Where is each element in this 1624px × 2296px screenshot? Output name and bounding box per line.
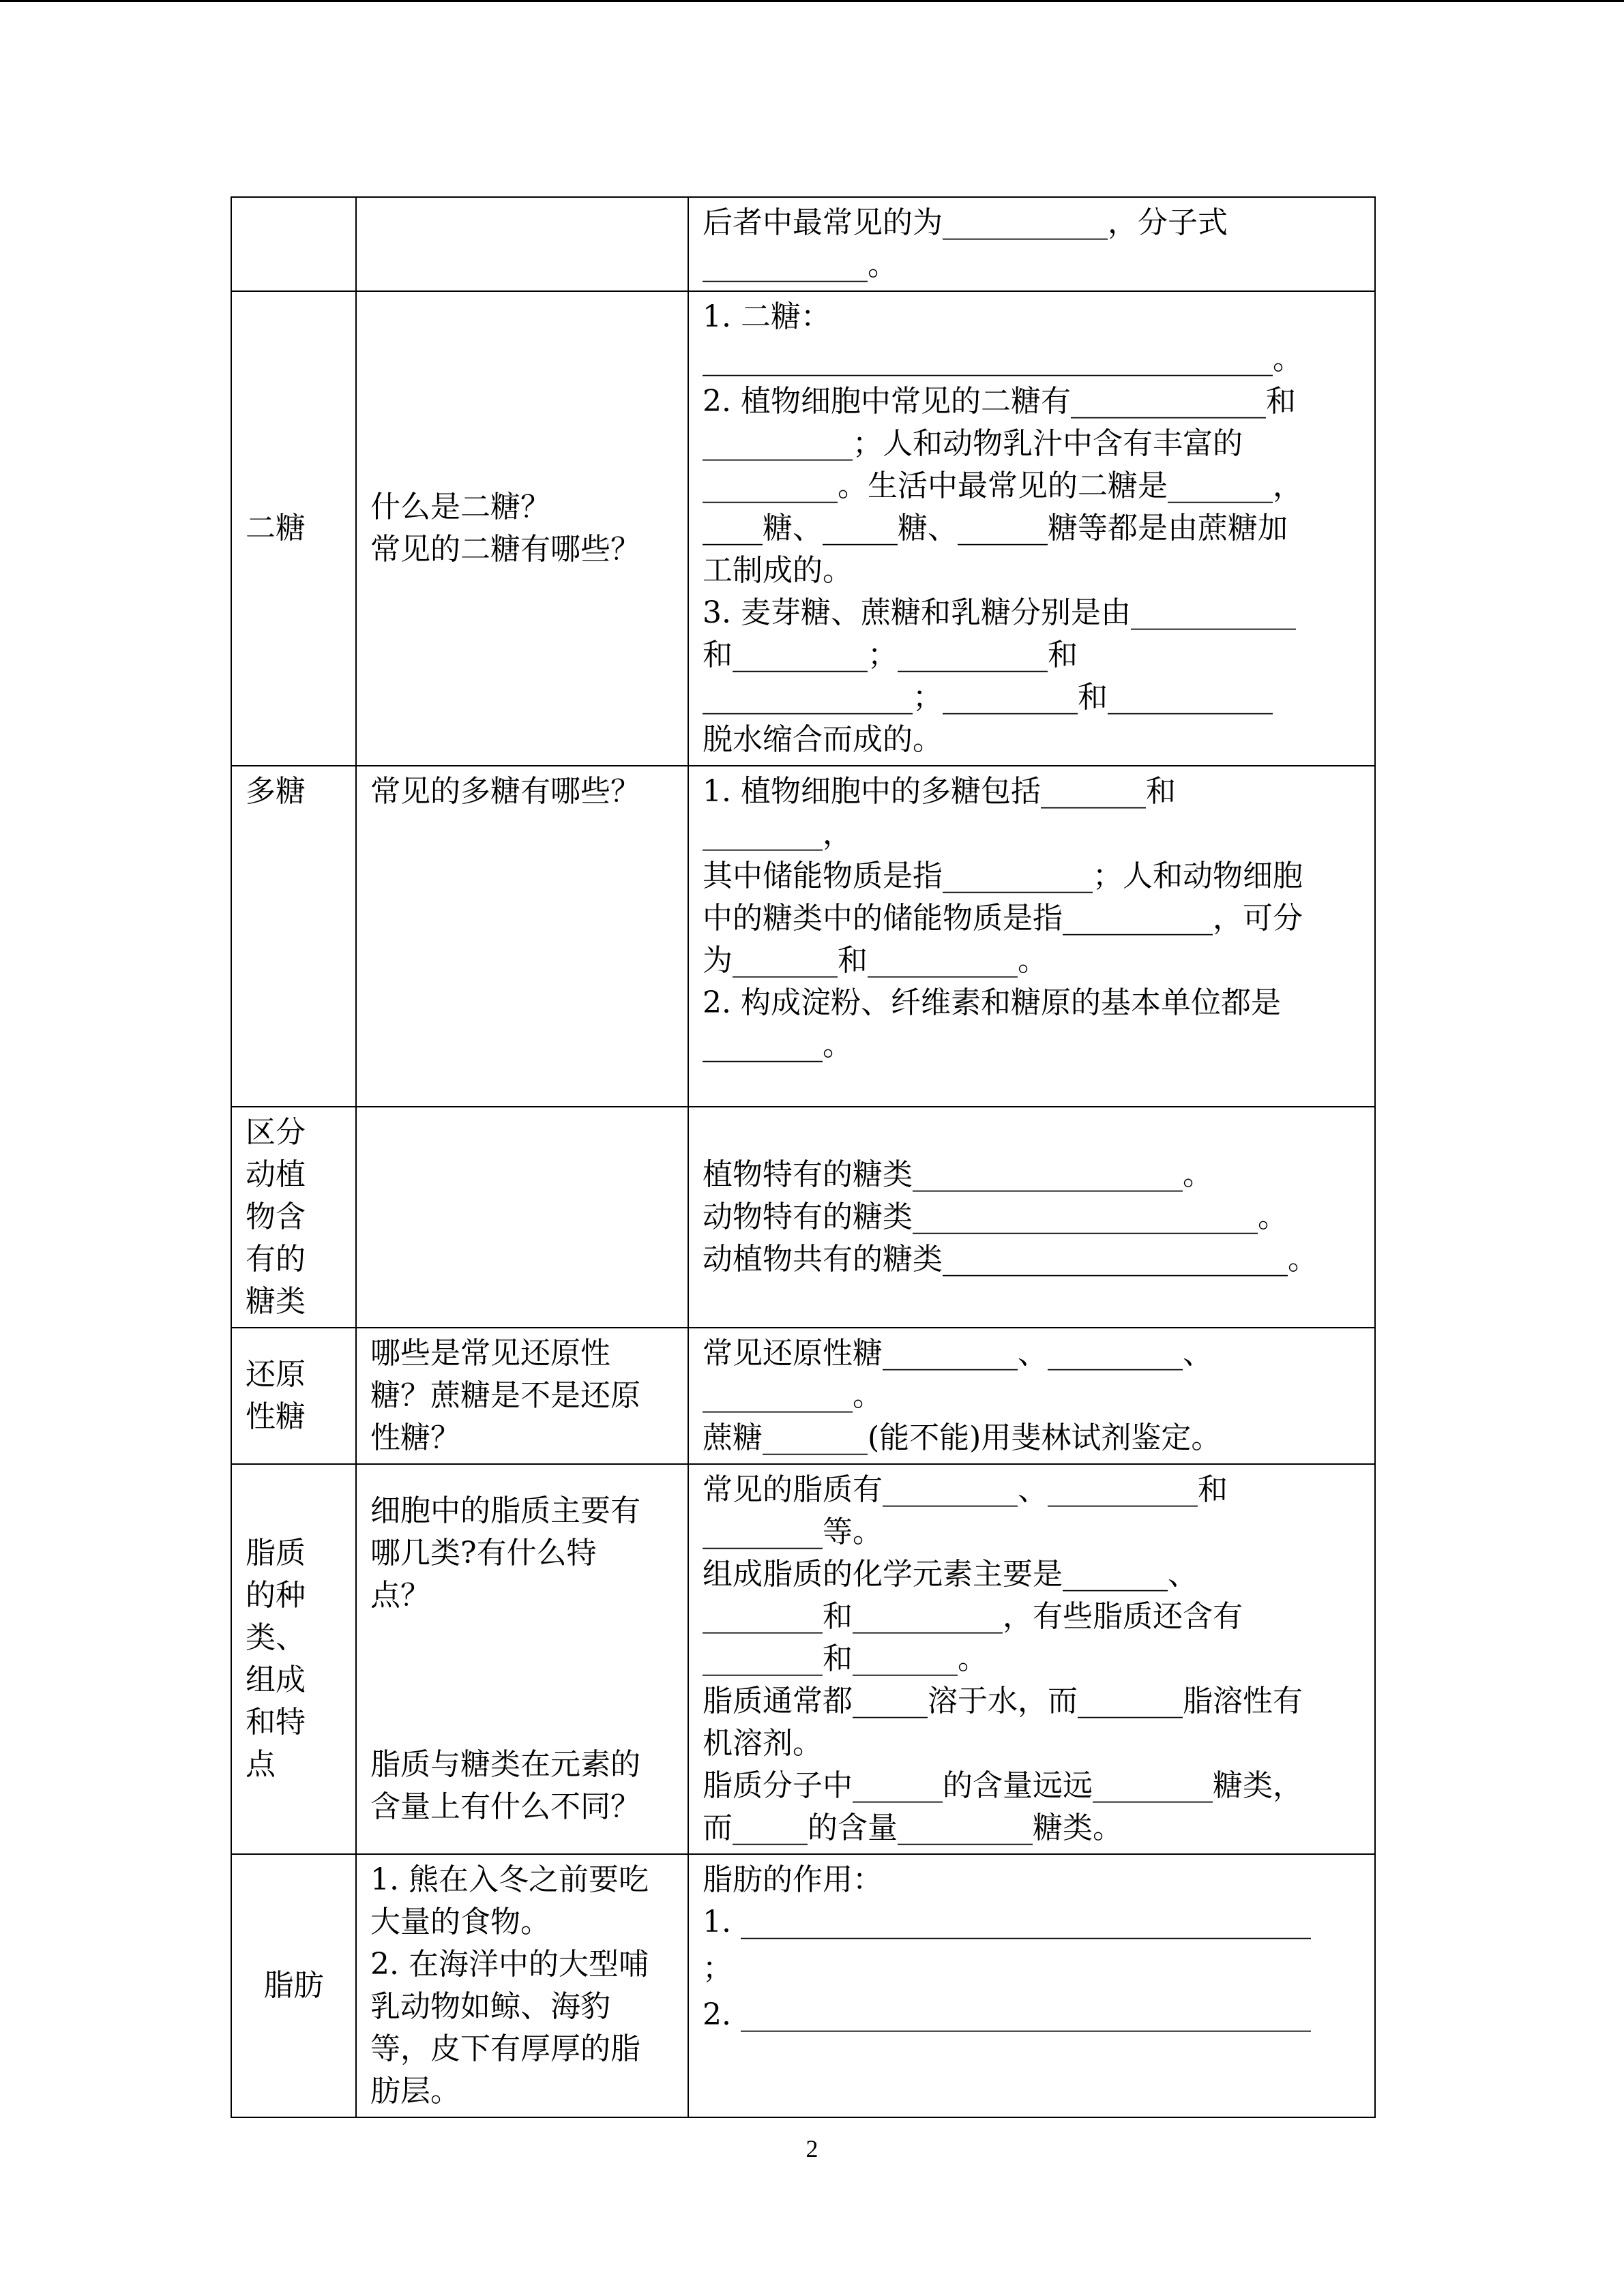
topic-label: 脂质	[246, 1536, 306, 1570]
worksheet-table	[231, 196, 1376, 2118]
answer-line: 机溶剂。	[703, 1726, 823, 1761]
question-line: 大量的食物。	[370, 1905, 550, 1939]
answer-line: 中的糖类中的储能物质是指__________，可分	[703, 901, 1303, 936]
table-row	[231, 1464, 1375, 1854]
question-line: 1. 熊在入冬之前要吃	[370, 1862, 649, 1897]
answer-cell	[688, 1328, 1375, 1464]
answer-cell	[688, 1464, 1375, 1854]
topic-cell	[231, 291, 356, 766]
topic-label: 物含	[246, 1199, 306, 1234]
topic-cell	[231, 1328, 356, 1464]
answer-cell	[688, 1107, 1375, 1328]
page-number: 2	[806, 2135, 818, 2162]
answer-line: 常见还原性糖_________、_________、	[703, 1336, 1213, 1371]
topic-label: 糖类	[246, 1284, 306, 1319]
question-cell	[356, 1854, 688, 2117]
answer-line: ；	[703, 1951, 733, 1986]
question-line: 什么是二糖？	[370, 490, 550, 524]
topic-label: 点	[246, 1747, 276, 1782]
table-row	[231, 1107, 1375, 1328]
answer-line: 1. ______________________________________	[703, 1905, 1311, 1939]
question-line: 性糖？	[370, 1420, 460, 1455]
answer-line: 脂质通常都_____溶于水，而_______脂溶性有	[703, 1684, 1303, 1718]
question-cell	[356, 1464, 688, 1854]
answer-line: 脂质分子中______的含量远远________糖类，	[703, 1768, 1303, 1803]
question-cell	[356, 1328, 688, 1464]
answer-line: 组成脂质的化学元素主要是_______、	[703, 1557, 1198, 1592]
answer-line: ________和__________，有些脂质还含有	[703, 1599, 1243, 1634]
question-line: 常见的二糖有哪些？	[370, 532, 640, 567]
question-cell	[356, 766, 688, 1107]
answer-line: 2. 构成淀粉、纤维素和糖原的基本单位都是	[703, 985, 1281, 1020]
topic-label: 区分	[246, 1115, 306, 1150]
answer-line: 为_______和__________。	[703, 943, 1048, 978]
answer-line: 2. 植物细胞中常见的二糖有_____________和	[703, 384, 1296, 419]
topic-label: 还原	[246, 1357, 306, 1392]
table-row	[231, 766, 1375, 1107]
question-line: 乳动物如鲸、海豹	[370, 1989, 610, 2024]
question-line: 脂质与糖类在元素的	[370, 1747, 640, 1782]
question-line: 常见的多糖有哪些？	[370, 774, 640, 809]
question-cell	[356, 1107, 688, 1328]
answer-line: 动物特有的糖类_______________________。	[703, 1199, 1288, 1234]
answer-line: 植物特有的糖类__________________。	[703, 1157, 1213, 1192]
topic-label: 多糖	[246, 774, 306, 809]
topic-cell	[231, 1464, 356, 1854]
topic-label: 脂肪	[263, 1968, 324, 2003]
topic-cell	[231, 1107, 356, 1328]
question-line: 细胞中的脂质主要有	[370, 1493, 640, 1528]
answer-cell	[688, 291, 1375, 766]
topic-label: 和特	[246, 1705, 306, 1740]
table-row	[231, 291, 1375, 766]
table-row	[231, 1328, 1375, 1464]
topic-cell	[231, 197, 356, 291]
table-row	[231, 1854, 1375, 2117]
answer-cell	[688, 766, 1375, 1107]
answer-cell	[688, 197, 1375, 291]
answer-line: ______________________________________。	[703, 342, 1303, 376]
answer-line: ________等。	[703, 1515, 883, 1549]
question-line: 含量上有什么不同？	[370, 1789, 640, 1824]
answer-line: __________；人和动物乳汁中含有丰富的	[703, 426, 1243, 461]
topic-label: 二糖	[246, 511, 306, 546]
answer-cell	[688, 1854, 1375, 2117]
question-cell	[356, 197, 688, 291]
answer-line: 工制成的。	[703, 553, 853, 588]
page-top-border	[0, 0, 1624, 2]
answer-line: ____糖、_____糖、______糖等都是由蔗糖加	[703, 511, 1288, 546]
answer-line: ________和_______。	[703, 1641, 988, 1676]
question-cell	[356, 291, 688, 766]
topic-cell	[231, 1854, 356, 2117]
question-line: 肪层。	[370, 2074, 460, 2108]
answer-line: ___________。	[703, 248, 898, 282]
answer-line: ________，	[703, 816, 853, 851]
answer-line: _________。生活中最常见的二糖是_______，	[703, 468, 1303, 503]
table-row	[231, 197, 1375, 291]
topic-label: 的种	[246, 1578, 306, 1613]
topic-label: 类、	[246, 1620, 306, 1655]
answer-line: 和_________；__________和	[703, 638, 1078, 672]
topic-label: 组成	[246, 1663, 306, 1697]
topic-label: 有的	[246, 1242, 306, 1277]
topic-label: 动植	[246, 1157, 306, 1192]
answer-line: 常见的脂质有_________、__________和	[703, 1472, 1228, 1507]
topic-label: 性糖	[246, 1399, 306, 1434]
question-line: 点？	[370, 1578, 430, 1613]
question-line: 哪些是常见还原性	[370, 1336, 610, 1371]
answer-title: 脂肪的作用：	[703, 1862, 883, 1897]
answer-line: 1. 植物细胞中的多糖包括_______和	[703, 774, 1176, 809]
answer-line: 而_____的含量_________糖类。	[703, 1810, 1123, 1845]
answer-line: 动植物共有的糖类_______________________。	[703, 1242, 1318, 1277]
answer-line: ______________；_________和___________	[703, 680, 1273, 715]
answer-line: 后者中最常见的为___________，分子式	[703, 205, 1228, 240]
answer-line: 3. 麦芽糖、蔗糖和乳糖分别是由___________	[703, 595, 1296, 630]
topic-cell	[231, 766, 356, 1107]
answer-line: 蔗糖_______(能不能)用斐林试剂鉴定。	[703, 1420, 1222, 1455]
answer-line: 其中储能物质是指__________；人和动物细胞	[703, 859, 1303, 893]
question-line: 哪几类?有什么特	[370, 1536, 597, 1570]
question-line: 等，皮下有厚厚的脂	[370, 2031, 640, 2066]
question-line: 糖？蔗糖是不是还原	[370, 1378, 640, 1413]
answer-line: 2. ______________________________________	[703, 1997, 1311, 2032]
answer-line: __________。	[703, 1378, 883, 1413]
question-line: 2. 在海洋中的大型哺	[370, 1947, 649, 1982]
answer-line: ________。	[703, 1028, 853, 1062]
answer-line: 脱水缩合而成的。	[703, 722, 943, 757]
answer-line: 1. 二糖：	[703, 299, 831, 334]
